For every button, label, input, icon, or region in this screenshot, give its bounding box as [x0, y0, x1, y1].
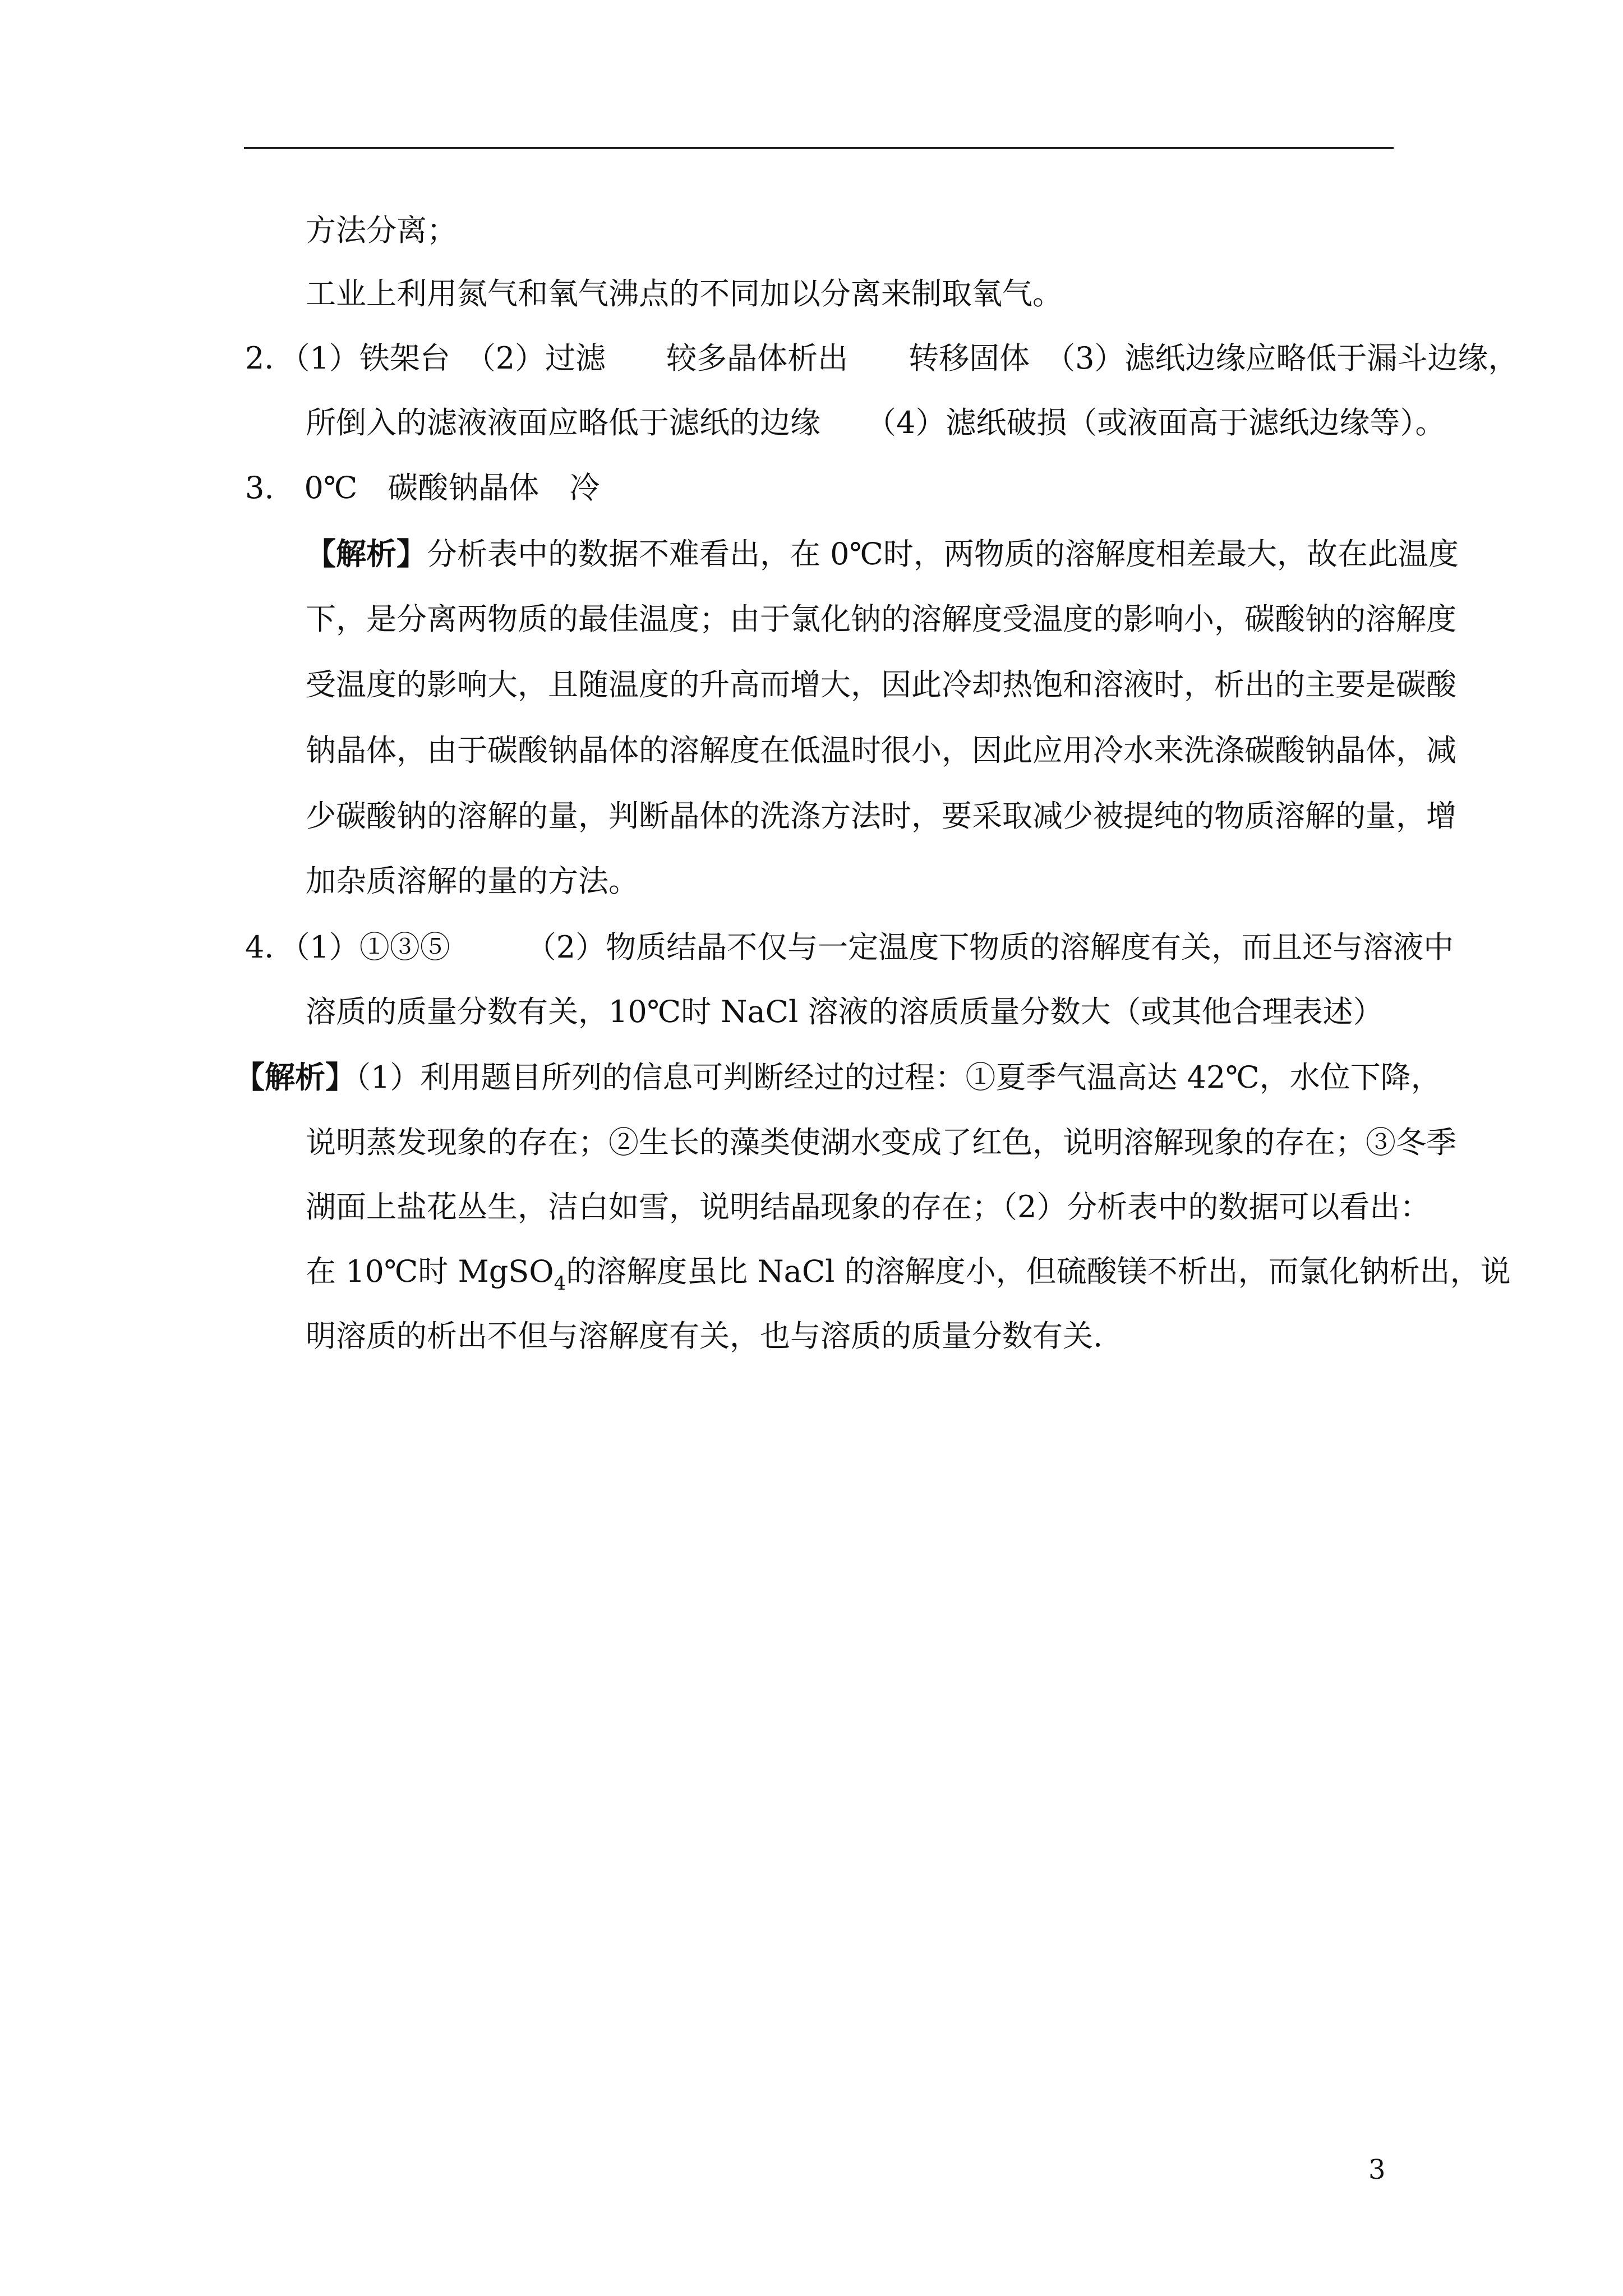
analysis-3-line-3: 受温度的影响大，且随温度的升高而增大，因此冷却热饱和溶液时，析出的主要是碳酸: [306, 667, 1456, 702]
mgso4-suffix: 的溶解度虽比 NaCl 的溶解度小，但硫酸镁不析出，而氯化钠析出，说: [566, 1254, 1511, 1289]
analysis-3-line-2: 下，是分离两物质的最佳温度；由于氯化钠的溶解度受温度的影响小，碳酸钠的溶解度: [306, 601, 1456, 637]
analysis-3-line-1: [306, 536, 1459, 572]
analysis-3-line-6: 加杂质溶解的量的方法。: [306, 863, 639, 899]
answer-4-line-1: 4．（1）①③⑤ （2）物质结晶不仅与一定温度下物质的溶解度有关，而且还与溶液中: [245, 930, 1454, 965]
subscript-4: 4: [554, 1272, 566, 1295]
mgso4-prefix: 在 10℃时 MgSO: [306, 1254, 554, 1289]
analysis-tag: 【解析】: [234, 1059, 356, 1095]
analysis-4-line-2: 说明蒸发现象的存在；②生长的藻类使湖水变成了红色，说明溶解现象的存在；③冬季: [306, 1125, 1456, 1160]
answer-line-2: 工业上利用氮气和氧气沸点的不同加以分离来制取氧气。: [306, 276, 1063, 311]
analysis-4-line-5: 明溶质的析出不但与溶解度有关，也与溶质的质量分数有关.: [306, 1318, 1103, 1354]
analysis-tag: 【解析】: [306, 536, 427, 572]
analysis-text: 分析表中的数据不难看出，在 0℃时，两物质的溶解度相差最大，故在此温度: [427, 536, 1459, 572]
answer-line-1: 方法分离；: [306, 213, 457, 248]
answer-3-line: 3. 0℃ 碳酸钠晶体 冷: [245, 470, 600, 505]
analysis-3-line-4: 钠晶体，由于碳酸钠晶体的溶解度在低温时很小，因此应用冷水来洗涤碳酸钠晶体，减: [306, 733, 1456, 768]
answer-2-line-1: 2．（1）铁架台 （2）过滤 较多晶体析出 转移固体 （3）滤纸边缘应略低于漏斗边缘，: [245, 341, 1519, 376]
analysis-4-line-4: [306, 1254, 1511, 1295]
answer-2-line-2: 所倒入的滤液液面应略低于滤纸的边缘 （4）滤纸破损（或液面高于滤纸边缘等）。: [306, 405, 1446, 440]
header-rule: [244, 147, 1394, 149]
analysis-4-line-3: 湖面上盐花丛生，洁白如雪，说明结晶现象的存在；（2）分析表中的数据可以看出：: [306, 1189, 1431, 1225]
answer-4-line-2: 溶质的质量分数有关，10℃时 NaCl 溶液的溶质质量分数大（或其他合理表述）: [306, 994, 1384, 1029]
analysis-3-line-5: 少碳酸钠的溶解的量，判断晶体的洗涤方法时，要采取减少被提纯的物质溶解的量，增: [306, 798, 1456, 834]
page-number: 3: [1368, 2154, 1386, 2185]
analysis-text: （1）利用题目所列的信息可判断经过的过程：①夏季气温高达 42℃，水位下降，: [356, 1060, 1441, 1095]
analysis-4-line-1: [234, 1059, 1441, 1095]
